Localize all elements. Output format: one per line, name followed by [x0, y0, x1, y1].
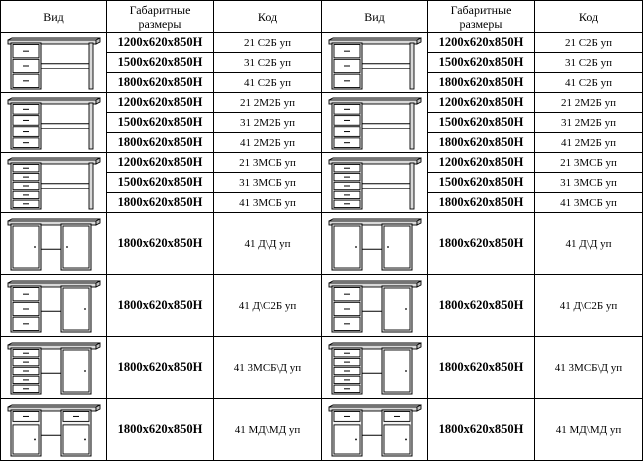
code-cell: 41 3МСБ уп	[214, 193, 322, 213]
desk-view-cell	[1, 153, 107, 213]
code-cell: 41 3МСБ уп	[535, 193, 643, 213]
code-cell: 41 3МСБ\Д уп	[214, 337, 322, 399]
header-dims: Габаритные размеры	[107, 1, 214, 33]
dimensions-cell: 1800x620x850H	[107, 337, 214, 399]
desk-view-cell	[1, 337, 107, 399]
desk-drawers-door-icon	[5, 278, 103, 334]
code-cell: 21 2М2Б уп	[214, 93, 322, 113]
desk-4-drawer-icon	[5, 95, 103, 151]
code-cell: 41 С2Б уп	[214, 73, 322, 93]
desk-view-cell	[322, 399, 428, 461]
dimensions-cell: 1200x620x850H	[107, 93, 214, 113]
code-cell: 31 С2Б уп	[214, 53, 322, 73]
dimensions-cell: 1800x620x850H	[107, 73, 214, 93]
dimensions-cell: 1500x620x850H	[107, 113, 214, 133]
desk-door-drawer-door-icon	[326, 402, 424, 458]
desk-view-cell	[1, 213, 107, 275]
header-view-right: Вид	[322, 1, 428, 33]
dimensions-cell: 1800x620x850H	[107, 133, 214, 153]
dimensions-cell: 1800x620x850H	[107, 213, 214, 275]
dimensions-cell: 1200x620x850H	[428, 93, 535, 113]
desk-view-cell	[1, 275, 107, 337]
desk-view-cell	[322, 33, 428, 93]
header-row	[1, 1, 643, 33]
code-cell: 21 С2Б уп	[535, 33, 643, 53]
code-cell: 31 3МСБ уп	[214, 173, 322, 193]
desk-door-door-icon	[5, 216, 103, 272]
desk-drawers-door-icon	[326, 278, 424, 334]
dimensions-cell: 1200x620x850H	[107, 153, 214, 173]
code-cell: 41 МД\МД уп	[535, 399, 643, 461]
desk-view-cell	[322, 337, 428, 399]
dimensions-cell: 1800x620x850H	[107, 399, 214, 461]
desk-view-cell	[322, 153, 428, 213]
dimensions-cell: 1500x620x850H	[107, 173, 214, 193]
dimensions-cell: 1800x620x850H	[428, 399, 535, 461]
desk-5-drawer-icon	[326, 155, 424, 211]
code-cell: 41 2М2Б уп	[535, 133, 643, 153]
code-cell: 41 С2Б уп	[535, 73, 643, 93]
desk-5-drawer-icon	[5, 155, 103, 211]
desk-view-cell	[1, 93, 107, 153]
code-cell: 41 Д\Д уп	[535, 213, 643, 275]
code-cell: 41 2М2Б уп	[214, 133, 322, 153]
dimensions-cell: 1800x620x850H	[107, 193, 214, 213]
header-dims-right: Габаритные размеры	[428, 1, 535, 33]
dimensions-cell: 1800x620x850H	[428, 213, 535, 275]
code-cell: 41 МД\МД уп	[214, 399, 322, 461]
dimensions-cell: 1800x620x850H	[107, 275, 214, 337]
desk-4-drawer-icon	[326, 95, 424, 151]
table-row	[1, 399, 643, 461]
dimensions-cell: 1500x620x850H	[428, 113, 535, 133]
code-cell: 21 3МСБ уп	[214, 153, 322, 173]
desk-view-cell	[1, 33, 107, 93]
dimensions-cell: 1200x620x850H	[428, 153, 535, 173]
dimensions-cell: 1200x620x850H	[107, 33, 214, 53]
code-cell: 31 3МСБ уп	[535, 173, 643, 193]
code-cell: 41 Д\Д уп	[214, 213, 322, 275]
desk-view-cell	[322, 213, 428, 275]
code-cell: 41 Д\С2Б уп	[214, 275, 322, 337]
desk-3-drawer-icon	[326, 35, 424, 91]
code-cell: 21 2М2Б уп	[535, 93, 643, 113]
desk-3-drawer-icon	[5, 35, 103, 91]
code-cell: 21 С2Б уп	[214, 33, 322, 53]
table-row	[1, 337, 643, 399]
header-code-right: Код	[535, 1, 643, 33]
table-row	[1, 275, 643, 337]
desk-door-drawer-door-icon	[5, 402, 103, 458]
table-body	[1, 33, 643, 461]
table-row	[1, 93, 643, 113]
dimensions-cell: 1500x620x850H	[428, 173, 535, 193]
code-cell: 41 Д\С2Б уп	[535, 275, 643, 337]
dimensions-cell: 1500x620x850H	[107, 53, 214, 73]
desk-multidrawer-door-icon	[5, 340, 103, 396]
dimensions-cell: 1800x620x850H	[428, 73, 535, 93]
code-cell: 31 2М2Б уп	[535, 113, 643, 133]
dimensions-cell: 1200x620x850H	[428, 33, 535, 53]
desk-door-door-icon	[326, 216, 424, 272]
header-code: Код	[214, 1, 322, 33]
code-cell: 21 3МСБ уп	[535, 153, 643, 173]
table-row	[1, 213, 643, 275]
desk-view-cell	[322, 275, 428, 337]
table-row	[1, 153, 643, 173]
dimensions-cell: 1800x620x850H	[428, 133, 535, 153]
header-view: Вид	[1, 1, 107, 33]
dimensions-cell: 1800x620x850H	[428, 275, 535, 337]
desk-view-cell	[1, 399, 107, 461]
desk-view-cell	[322, 93, 428, 153]
code-cell: 41 3МСБ\Д уп	[535, 337, 643, 399]
code-cell: 31 2М2Б уп	[214, 113, 322, 133]
dimensions-cell: 1800x620x850H	[428, 337, 535, 399]
dimensions-cell: 1800x620x850H	[428, 193, 535, 213]
dimensions-cell: 1500x620x850H	[428, 53, 535, 73]
table-row	[1, 33, 643, 53]
code-cell: 31 С2Б уп	[535, 53, 643, 73]
desk-multidrawer-door-icon	[326, 340, 424, 396]
